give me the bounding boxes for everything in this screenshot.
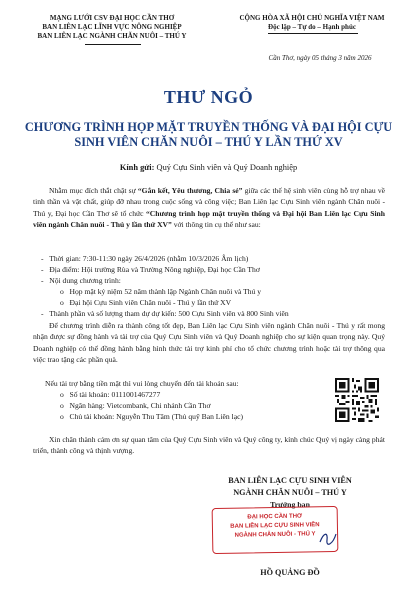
closing-paragraph: Xin chân thành cảm ơn sự quan tâm của Quý Cựu Sinh viên và Quý công ty, kính chúc Quý vị ngày càng phát triển, thành công và thịnh vượng. [33,435,385,456]
detail-content-label-text: Nội dung chương trình: [49,276,121,285]
header-left-line1: MẠNG LƯỚI CSV ĐẠI HỌC CẦN THƠ [49,14,175,22]
detail-place: - Địa điểm: Hội trường Rùa và Trường Nông nghiệp, Đại học Cần Thơ [41,265,260,274]
detail-time-text: Thời gian: 7:30-11:30 ngày 26/4/2026 (nhằm 10/3/2026 Âm lịch) [49,254,249,263]
stamp-line3: NGÀNH CHĂN NUÔI - THÚ Y [234,531,316,539]
signature-role: Trưởng ban [270,500,310,509]
bank-name: Ngân hàng: Vietcombank, Chi nhánh Cần Thơ [69,401,211,410]
bank-account-number: Số tài khoản: 0111001467277 [69,390,161,399]
greeting-label: Kính gửi: [119,163,155,172]
intro-slogan: “Gắn kết, Yêu thương, Chia sẻ” [137,186,243,195]
date-line: Cần Thơ, ngày 05 tháng 3 năm 2026 [268,54,372,62]
content-item: o Họp mặt kỷ niệm 52 năm thành lập Ngành Chăn nuôi và Thú y [60,287,262,296]
detail-time: - Thời gian: 7:30-11:30 ngày 26/4/2026 (nhằm 10/3/2026 Âm lịch) [41,254,249,263]
header-right-line1: CỘNG HÒA XÃ HỘI CHỦ NGHĨA VIỆT NAM [239,14,385,22]
signature-org-line2: NGÀNH CHĂN NUÔI – THÚ Y [233,488,347,497]
content-item-text: Họp mặt kỷ niệm 52 năm thành lập Ngành Chăn nuôi và Thú y [69,287,262,296]
header-left [22,14,202,42]
header-left-line2: BAN LIÊN LẠC LĨNH VỰC NÔNG NGHIỆP [42,23,182,32]
detail-content-label: - Nội dung chương trình: [41,276,121,285]
bank-intro: Nếu tài trợ bằng tiền mặt thì vui lòng chuyển đến tài khoản sau: [45,379,239,388]
header-right-underline [268,33,358,34]
intro-paragraph [33,185,385,230]
signature-name: HỒ QUẢNG ĐỒ [260,568,320,577]
qr-code [335,378,379,422]
bank-item: o Số tài khoản: 0111001467277 [60,390,161,399]
bank-item: o Ngân hàng: Vietcombank, Chi nhánh Cần Thơ [60,401,211,410]
stamp-line1: ĐẠI HỌC CẦN THƠ [247,513,303,521]
detail-participants: - Thành phần và số lượng tham dự dự kiến: 500 Cựu Sinh viên và 800 Sinh viên [41,309,289,318]
intro-part2: giữa các thế hệ sinh viên cùng hỗ trợ nhau về tinh thần và vật chất, giúp đỡ nhau trong cuộc sống và công việc; Ban Liên lạc Cựu Sinh viên ngành Chăn nuôi - Thú y, Đại học Cần Thơ sẽ tổ chức [33,186,386,218]
header-left-underline [85,44,141,45]
handwritten-signature [318,528,338,548]
stamp-line2: BAN LIÊN LẠC CỰU SINH VIÊN [230,522,320,530]
greeting [0,163,417,172]
bank-item: o Chủ tài khoản: Nguyễn Thu Tâm (Thủ quỹ Ban Liên lạc) [60,412,243,421]
support-paragraph: Để chương trình diễn ra thành công tốt đẹp, Ban Liên lạc Cựu Sinh viên ngành Chăn nuôi - Thú y rất mong nhận được sự đồng hành và tài trợ của Quý Cựu Sinh viên và Quý Doanh nghiệp cho sự kiện quan trọng này. Quý Doanh nghiệp có thể đồng hành bằng hình thức tài trợ kinh phí cho tổ chức chương trình hoặc tài trợ thông qua việc trao tặng các phần quà. [33,321,385,364]
header-left-line3: BAN LIÊN LẠC NGÀNH CHĂN NUÔI – THÚ Y [37,32,187,41]
header-right [222,14,402,32]
bank-account-holder: Chủ tài khoản: Nguyễn Thu Tâm (Thủ quỹ Ban Liên lạc) [69,412,243,421]
intro-part3: với thông tin cụ thể như sau: [171,219,261,229]
detail-place-text: Địa điểm: Hội trường Rùa và Trường Nông nghiệp, Đại học Cần Thơ [49,265,260,274]
intro-program-name: “Chương trình họp mặt truyền thống và Đại hội Ban Liên lạc Cựu Sinh viên ngành Chăn nuôi - Thú y lần thứ XV” [33,208,385,229]
page-title: THƯ NGỎ [163,87,254,107]
intro-part1: Nhằm mục đích thắt chặt sự [49,186,138,195]
page-subtitle: CHƯƠNG TRÌNH HỌP MẶT TRUYỀN THỐNG VÀ ĐẠI HỘI CỰU SINH VIÊN CHĂN NUÔI – THÚ Y LẦN THỨ XV [24,120,393,149]
content-item-text: Đại hội Cựu Sinh viên Chăn nuôi - Thú y lần thứ XV [69,298,232,307]
signature-org-line1: BAN LIÊN LẠC CỰU SINH VIÊN [228,476,352,485]
header-right-line2: Độc lập – Tự do – Hạnh phúc [268,23,356,32]
content-item: o Đại hội Cựu Sinh viên Chăn nuôi - Thú y lần thứ XV [60,298,232,307]
greeting-value: Quý Cựu Sinh viên và Quý Doanh nghiệp [154,163,298,172]
detail-participants-text: Thành phần và số lượng tham dự dự kiến: 500 Cựu Sinh viên và 800 Sinh viên [49,309,289,318]
